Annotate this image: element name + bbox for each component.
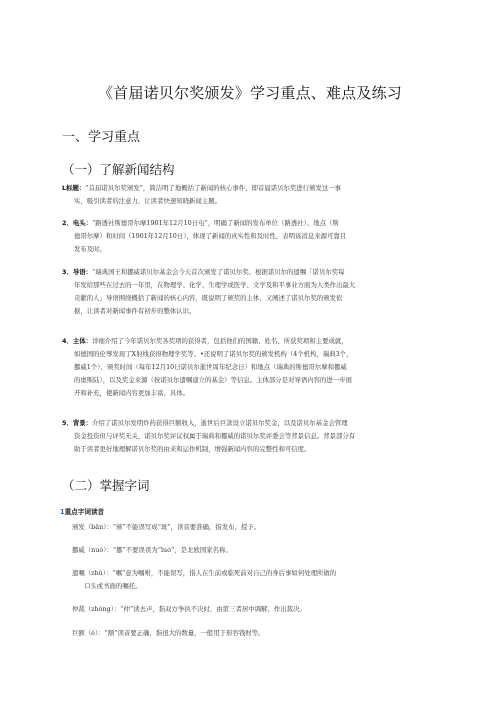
item-text: 助于读者更好地理解诺贝尔奖的由来和运作机制，增强新闻内容的完整性和可信度。 bbox=[74, 445, 311, 453]
subhead-text: 重点字词读音 bbox=[64, 508, 105, 516]
item-label: 3．导语： bbox=[62, 268, 93, 276]
item-text: “路透社斯德哥尔摩1901年12月10日电”，明确了新闻的发布单位（路透社）、地点（斯 bbox=[92, 219, 339, 227]
item-text: “首届诺贝尔奖颁发”，简洁明了地概括了新闻的核心事件，即首届诺贝尔奖进行颁发这一事 bbox=[85, 184, 342, 192]
item-text: 年发给那些在过去的一年里，在物理学、化学、生理学或医学、文学及和平事业方面为人类作出最大 bbox=[74, 281, 356, 289]
list-item: 遗嘱（zhǔ）：“嘱”意为嘱咐，不能误写，指人在生前或临死前对自己的身后事如何处理所做的 bbox=[72, 569, 337, 577]
item-text: 如德国的伦琴发现了X射线获得物理学奖等。•还说明了诺贝尔奖的颁发机构（4个机构，瑞典3个， bbox=[74, 350, 353, 358]
item-text: 详细介绍了今年诺贝尔奖各奖项的获得者，包括他们的国籍、姓名、所获奖项和主要成就， bbox=[92, 337, 348, 345]
item-text: 德哥尔摩）和时间（1901年12月10日），体现了新闻的真实性和及时性，表明该消息来源可靠且 bbox=[74, 232, 347, 240]
list-item: 颁发（bān）：“颁”不能误写成“斑”，读音要准确，指发布、授予。 bbox=[72, 523, 261, 531]
item-text: “瑞典国王和挪威诺贝尔基金会今天首次颁发了诺贝尔奖。根据诺贝尔的遗嘱「诺贝尔奖每 bbox=[92, 268, 345, 276]
item-background bbox=[62, 417, 440, 456]
vocabulary-subhead bbox=[60, 506, 104, 516]
subsection-heading-news-structure: （一）了解新闻结构 bbox=[62, 162, 175, 177]
item-label: 5．背景： bbox=[62, 419, 93, 427]
item-headline bbox=[62, 182, 440, 208]
item-text: 贡献的人」导语围绕概括了新闻的核心内容，既说明了颁奖的主体，又阐述了诺贝尔奖的颁发依 bbox=[74, 294, 343, 302]
section-heading-key-points: 一、学习重点 bbox=[62, 130, 141, 145]
document-title: 《首届诺贝尔奖颁发》学习重点、难点及练习 bbox=[97, 84, 402, 102]
subsection-heading-vocabulary: （二）掌握字词 bbox=[62, 478, 150, 493]
item-text: 实，吸引读者的注意力，让读者快速知晓新闻主题。 bbox=[74, 197, 221, 205]
subhead-marker: 1 bbox=[60, 508, 65, 516]
item-text: 资金投资但与评奖无关，诺贝尔奖评议权属于瑞典和挪威的诺贝尔奖评委会等背景信息。背景部分有 bbox=[74, 432, 356, 440]
list-item: 巨额（é）：“额”读音要正确，指很大的数量，一般用于形容钱财等。 bbox=[72, 629, 265, 637]
item-text: 发布及时。 bbox=[74, 245, 106, 253]
item-dateline bbox=[62, 217, 440, 256]
list-item: 挪威（nuó）：“挪”不要误读为“luó”，是北欧国家名称。 bbox=[72, 546, 232, 554]
item-text: 的奥斯陆），以及奖金来源（按诺贝尔遗嘱建立的基金）等信息。主体部分是对导语内容的进一步展 bbox=[74, 376, 352, 384]
list-item: 仲裁（zhòng）：“仲”读去声，指双方争执不决时，由第三者居中调解，作出裁决。 bbox=[72, 605, 306, 613]
item-body bbox=[62, 335, 440, 400]
list-item-continuation: 口头或书面的嘱托。 bbox=[84, 582, 142, 590]
item-lead bbox=[62, 266, 440, 318]
item-label: L标题： bbox=[62, 184, 86, 192]
item-text: 据，让读者对新闻事件有初步的整体认识。 bbox=[74, 307, 196, 315]
item-text: 介绍了诺贝尔发明炸药获得巨额收入，逝世后巨款设立诺贝尔奖金，以及诺贝尔基金会管理 bbox=[92, 419, 348, 427]
item-label: 4．主体： bbox=[62, 337, 93, 345]
item-text: 挪威1个）、颁奖时间（每年12月10日诺贝尔逝世周年纪念日）和地点（瑞典的斯德哥尔摩和挪威 bbox=[74, 363, 347, 371]
item-label: 2．电头： bbox=[62, 219, 93, 227]
item-text: 开和补充，使新闻内容更加丰富、具体。 bbox=[74, 389, 190, 397]
